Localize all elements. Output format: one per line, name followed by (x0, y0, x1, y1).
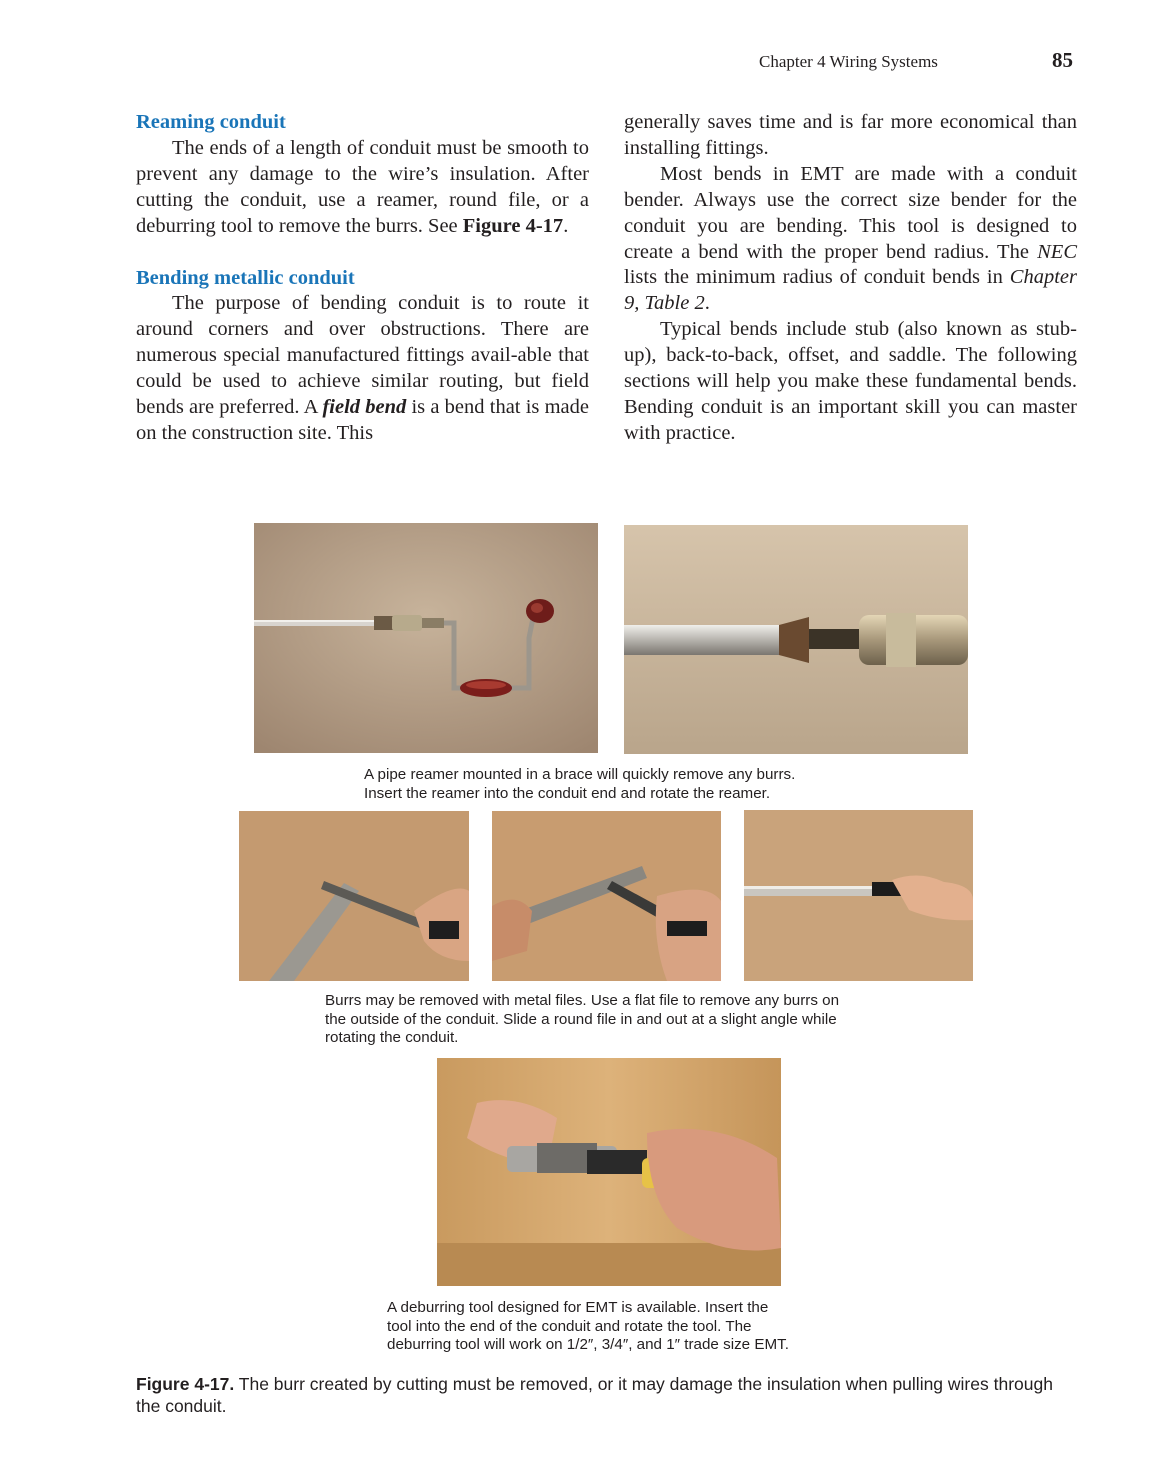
page-number: 85 (1052, 48, 1073, 72)
caption-line: rotating the conduit. (325, 1029, 459, 1046)
paragraph-text: The purpose of bending conduit is to route it around corners and over obstructions. There are numerous special manufactured fittings avail-able that could be used to achieve similar routing, but field bends are preferred. A (136, 292, 589, 419)
figure-caption-text: The burr created by cutting must be removed, or it may damage the insulation when pulling wires through the conduit. (136, 1374, 1053, 1416)
running-header: Chapter 4 Wiring Systems (759, 52, 938, 71)
caption-line: tool into the end of the conduit and rotate the tool. The (387, 1317, 752, 1335)
caption-files (325, 992, 925, 1048)
paragraph-bending (136, 291, 589, 446)
section-heading-bending: Bending metallic conduit (136, 266, 355, 289)
figure-label: Figure 4-17. (136, 1374, 235, 1394)
caption-line: A deburring tool designed for EMT is available. Insert the (387, 1299, 769, 1316)
left-column (136, 110, 589, 447)
section-heading-reaming: Reaming conduit (136, 111, 286, 133)
caption-line: Insert the reamer into the conduit end and rotate the reamer. (364, 784, 771, 802)
photo-round-file (492, 811, 721, 981)
paragraph-text: Most bends in EMT are made with a conduit bender. Always use the correct size bender for the conduit you are bending. This tool is designed to create a bend with the proper bend radius. The (624, 162, 1077, 263)
photo-deburring-tool (437, 1058, 781, 1286)
paragraph-text: lists the minimum radius of conduit bends in (624, 266, 1010, 289)
caption-line: Burrs may be removed with metal files. Use a flat file to remove any burrs on (325, 992, 840, 1009)
photo-reamer-closeup (624, 525, 968, 754)
paragraph-text: is a bend that is made on the construction site. This (136, 396, 589, 444)
paragraph-text: . (704, 292, 710, 315)
paragraph-typical-bends: Typical bends include stub (also known as stub-up), back-to-back, offset, and saddle. The following sections will help you make these fundamental bends. Bending conduit is an important skill you can master with practice. (624, 318, 1077, 444)
figure-reference: Figure 4-17 (462, 214, 564, 237)
paragraph-continued: generally saves time and is far more economical than installing fittings. (624, 111, 1077, 159)
right-column (624, 110, 1077, 447)
paragraph-bender (624, 162, 1077, 317)
caption-line: the outside of the conduit. Slide a round file in and out at a slight angle while (325, 1010, 837, 1028)
photo-deburr-screwdriver (744, 810, 973, 981)
caption-line: A pipe reamer mounted in a brace will quickly remove any burrs. (364, 766, 796, 783)
figure-caption (136, 1374, 1078, 1417)
key-term: field bend (322, 396, 407, 419)
photo-brace-reamer (254, 523, 598, 753)
nec-term: NEC (1037, 240, 1077, 263)
paragraph-text: The ends of a length of conduit must be smooth to prevent any damage to the wire’s insulation. After cutting the conduit, use a reamer, round file, or a deburring tool to remove the burrs. See (136, 136, 589, 237)
caption-reamer (364, 766, 864, 803)
paragraph-reaming (136, 136, 589, 240)
caption-line: deburring tool will work on 1/2″, 3/4″, and 1″ trade size EMT. (387, 1336, 789, 1353)
caption-deburring-tool (387, 1299, 867, 1355)
chapter-reference: Chapter 9, Table 2 (624, 266, 1077, 315)
photo-flat-file (239, 811, 469, 981)
paragraph-text: . (563, 214, 569, 237)
